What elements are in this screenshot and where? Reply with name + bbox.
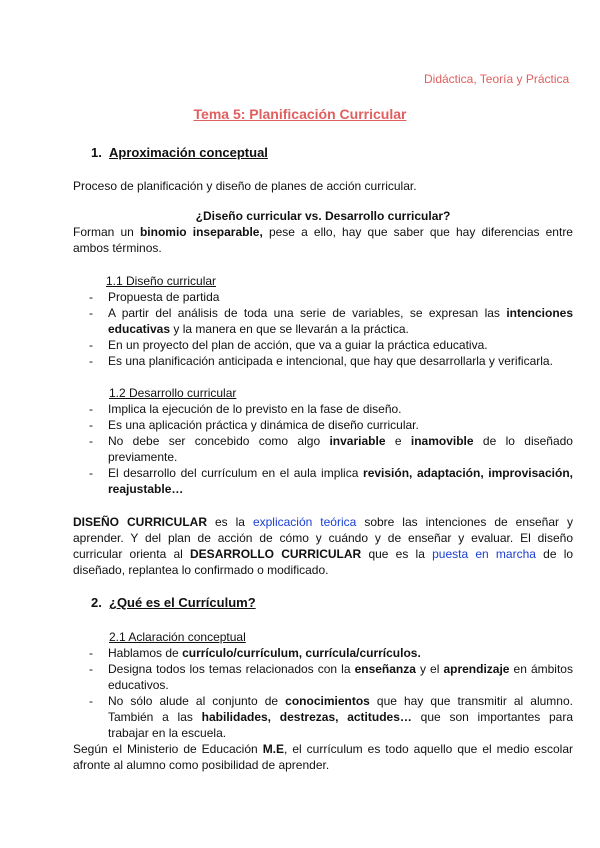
bullet: -: [89, 338, 93, 352]
bullet: -: [89, 646, 93, 660]
bullet: -: [89, 434, 93, 448]
summary-line-3: curricular orienta al DESARROLLO CURRICULAR que es la puesta en marcha de lo: [73, 547, 574, 561]
summary-line-2: aprender. Y del plan de acción de cómo y cuándo y de enseñar y evaluar. El diseño: [73, 531, 573, 545]
list-item-continuation: educativas y la manera en que se llevarán a la práctica.: [108, 322, 409, 336]
section-1-question: ¿Diseño curricular vs. Desarrollo curricular?: [195, 209, 451, 223]
list-item: Es una aplicación práctica y dinámica de diseño curricular.: [108, 418, 419, 432]
list-item-continuation: educativos.: [108, 678, 169, 692]
list-item: El desarrollo del currículum en el aula implica revisión, adaptación, improvisación,: [108, 466, 573, 480]
list-item: No debe ser concebido como algo invariable e inamovible de lo diseñado: [108, 434, 573, 448]
link-puesta-en-marcha[interactable]: puesta en marcha: [432, 547, 536, 561]
running-header: Didáctica, Teoría y Práctica: [424, 72, 570, 86]
subsection-2-1-heading: 2.1 Aclaración conceptual: [109, 630, 246, 644]
closing-line-1: Según el Ministerio de Educación M.E, el currículum es todo aquello que el medio escolar: [73, 742, 573, 756]
paragraph-binomio-line-2: ambos términos.: [73, 241, 162, 255]
bullet: -: [89, 418, 93, 432]
page-title: Tema 5: Planificación Curricular: [193, 106, 407, 122]
paragraph-binomio-line-1: Forman un binomio inseparable, pese a ello, hay que saber que hay diferencias entre: [73, 225, 573, 239]
list-item-continuation: trabajar en la escuela.: [108, 726, 227, 740]
list-item-continuation: previamente.: [108, 450, 178, 464]
link-explicacion-teorica[interactable]: explicación teórica: [252, 515, 357, 529]
bullet: -: [89, 306, 93, 320]
list-item: Propuesta de partida: [108, 290, 220, 304]
list-item-continuation: reajustable…: [108, 482, 184, 496]
bullet: -: [89, 662, 93, 676]
list-item: Es una planificación anticipada e intencional, que hay que desarrollarla y verificarla.: [108, 354, 553, 368]
bullet: -: [89, 402, 93, 416]
section-2-number: 2.: [91, 595, 102, 610]
bullet: -: [89, 694, 93, 708]
list-item: No sólo alude al conjunto de conocimientos que hay que transmitir al alumno.: [108, 694, 573, 708]
bullet: -: [89, 354, 93, 368]
section-1-heading: Aproximación conceptual: [109, 145, 268, 160]
section-2-heading: ¿Qué es el Currículum?: [109, 595, 256, 610]
closing-line-2: afronte al alumno como posibilidad de aprender.: [73, 758, 330, 772]
list-item-continuation: También a las habilidades, destrezas, actitudes… que son importantes para: [108, 710, 574, 724]
subsection-1-2-heading: 1.2 Desarrollo curricular: [109, 386, 237, 400]
subsection-1-1-heading: 1.1 Diseño curricular: [106, 274, 217, 288]
list-item: Implica la ejecución de lo previsto en la fase de diseño.: [108, 402, 402, 416]
list-item: A partir del análisis de toda una serie de variables, se expresan las intenciones: [108, 306, 573, 320]
list-item: En un proyecto del plan de acción, que va a guiar la práctica educativa.: [108, 338, 488, 352]
list-item: Hablamos de currículo/currículum, currícula/currículos.: [108, 646, 421, 660]
summary-line-4: diseñado, replantea lo confirmado o modificado.: [73, 563, 329, 577]
bullet: -: [89, 290, 93, 304]
summary-line-1: DISEÑO CURRICULAR es la explicación teórica sobre las intenciones de enseñar y: [73, 515, 573, 529]
section-1-intro: Proceso de planificación y diseño de planes de acción curricular.: [73, 179, 417, 193]
list-item: Designa todos los temas relacionados con la enseñanza y el aprendizaje en ámbitos: [108, 662, 573, 676]
section-1-number: 1.: [91, 145, 102, 160]
bullet: -: [89, 466, 93, 480]
